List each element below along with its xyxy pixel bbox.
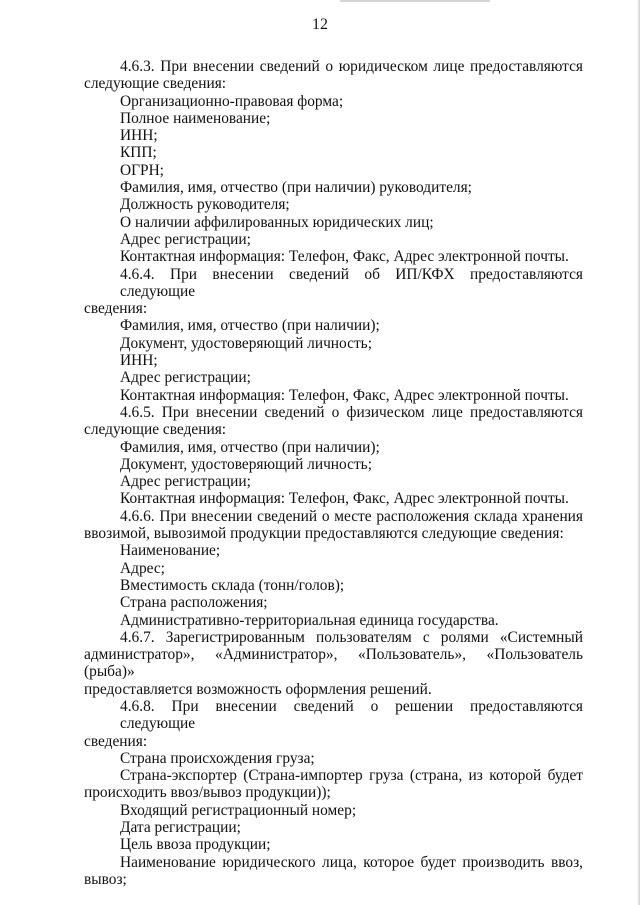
text-line: Вместимость склада (тонн/голов); xyxy=(120,576,345,594)
text-line: Фамилия, имя, отчество (при наличии); xyxy=(120,317,380,335)
text-line: Документ, удостоверяющий личность; xyxy=(120,455,372,473)
text-line: Должность руководителя; xyxy=(120,196,290,214)
text-line: 4.6.3. При внесении сведений о юридическом лице предоставляются xyxy=(120,58,583,75)
text-line: Дата регистрации; xyxy=(120,819,241,837)
text-line: Адрес регистрации; xyxy=(120,369,251,387)
text-line: Контактная информация: Телефон, Факс, Адрес электронной почты. xyxy=(120,386,569,404)
text-line: Контактная информация: Телефон, Факс, Адрес электронной почты. xyxy=(120,248,569,266)
text-line: сведения: xyxy=(84,300,148,318)
text-line: Адрес; xyxy=(120,559,165,577)
text-line: Полное наименование; xyxy=(120,109,271,127)
text-line: следующие сведения: xyxy=(84,75,227,93)
text-line: О наличии аффилированных юридических лиц; xyxy=(120,213,434,231)
text-line: Страна происхождения груза; xyxy=(120,749,315,767)
text-line: Страна-экспортер (Страна-импортер груза (страна, из которой будет xyxy=(120,767,583,785)
scan-edge-top xyxy=(340,0,490,2)
text-line: Страна расположения; xyxy=(120,594,268,612)
text-line: 4.6.4. При внесении сведений об ИП/КФХ предоставляются следующие xyxy=(120,265,583,300)
text-line: сведения: xyxy=(84,732,148,750)
text-line: ввозимой, вывозимой продукции предоставляются следующие сведения: xyxy=(84,525,564,543)
text-line: Адрес регистрации; xyxy=(120,230,251,248)
text-line: ИНН; xyxy=(120,127,158,145)
text-line: 4.6.7. Зарегистрированным пользователям с ролями «Системный xyxy=(120,628,583,646)
text-line: происходить ввоз/вывоз продукции)); xyxy=(84,784,331,802)
text-line: Наименование; xyxy=(120,542,221,560)
text-line: Административно-территориальная единица государства. xyxy=(120,611,499,629)
text-line: вывоз; xyxy=(84,870,127,888)
text-line: КПП; xyxy=(120,144,157,162)
text-line: 4.6.6. При внесении сведений о месте расположения склада хранения xyxy=(120,507,583,525)
text-line: Документ, удостоверяющий личность; xyxy=(120,334,372,352)
text-line: Организационно-правовая форма; xyxy=(120,92,344,110)
text-line: ИНН; xyxy=(120,352,158,370)
document-body xyxy=(84,58,583,888)
text-line: предоставляется возможность оформления решений. xyxy=(84,680,432,698)
text-line: 4.6.5. При внесении сведений о физическом лице предоставляются xyxy=(120,403,583,421)
text-line: 4.6.8. При внесении сведений о решении предоставляются следующие xyxy=(120,697,583,733)
text-line: Контактная информация: Телефон, Факс, Адрес электронной почты. xyxy=(120,490,569,508)
text-line: администратор», «Администратор», «Пользователь», «Пользователь (рыба)» xyxy=(84,646,583,681)
text-line: следующие сведения: xyxy=(84,421,227,439)
text-line: Адрес регистрации; xyxy=(120,473,251,491)
text-line: Входящий регистрационный номер; xyxy=(120,801,357,819)
text-line: Наименование юридического лица, которое будет производить ввоз, xyxy=(120,853,583,871)
text-line: ОГРН; xyxy=(120,161,164,179)
text-line: Фамилия, имя, отчество (при наличии) руководителя; xyxy=(120,179,472,197)
text-line: Фамилия, имя, отчество (при наличии); xyxy=(120,438,380,456)
text-line: Цель ввоза продукции; xyxy=(120,836,271,854)
page-number: 12 xyxy=(312,16,328,33)
